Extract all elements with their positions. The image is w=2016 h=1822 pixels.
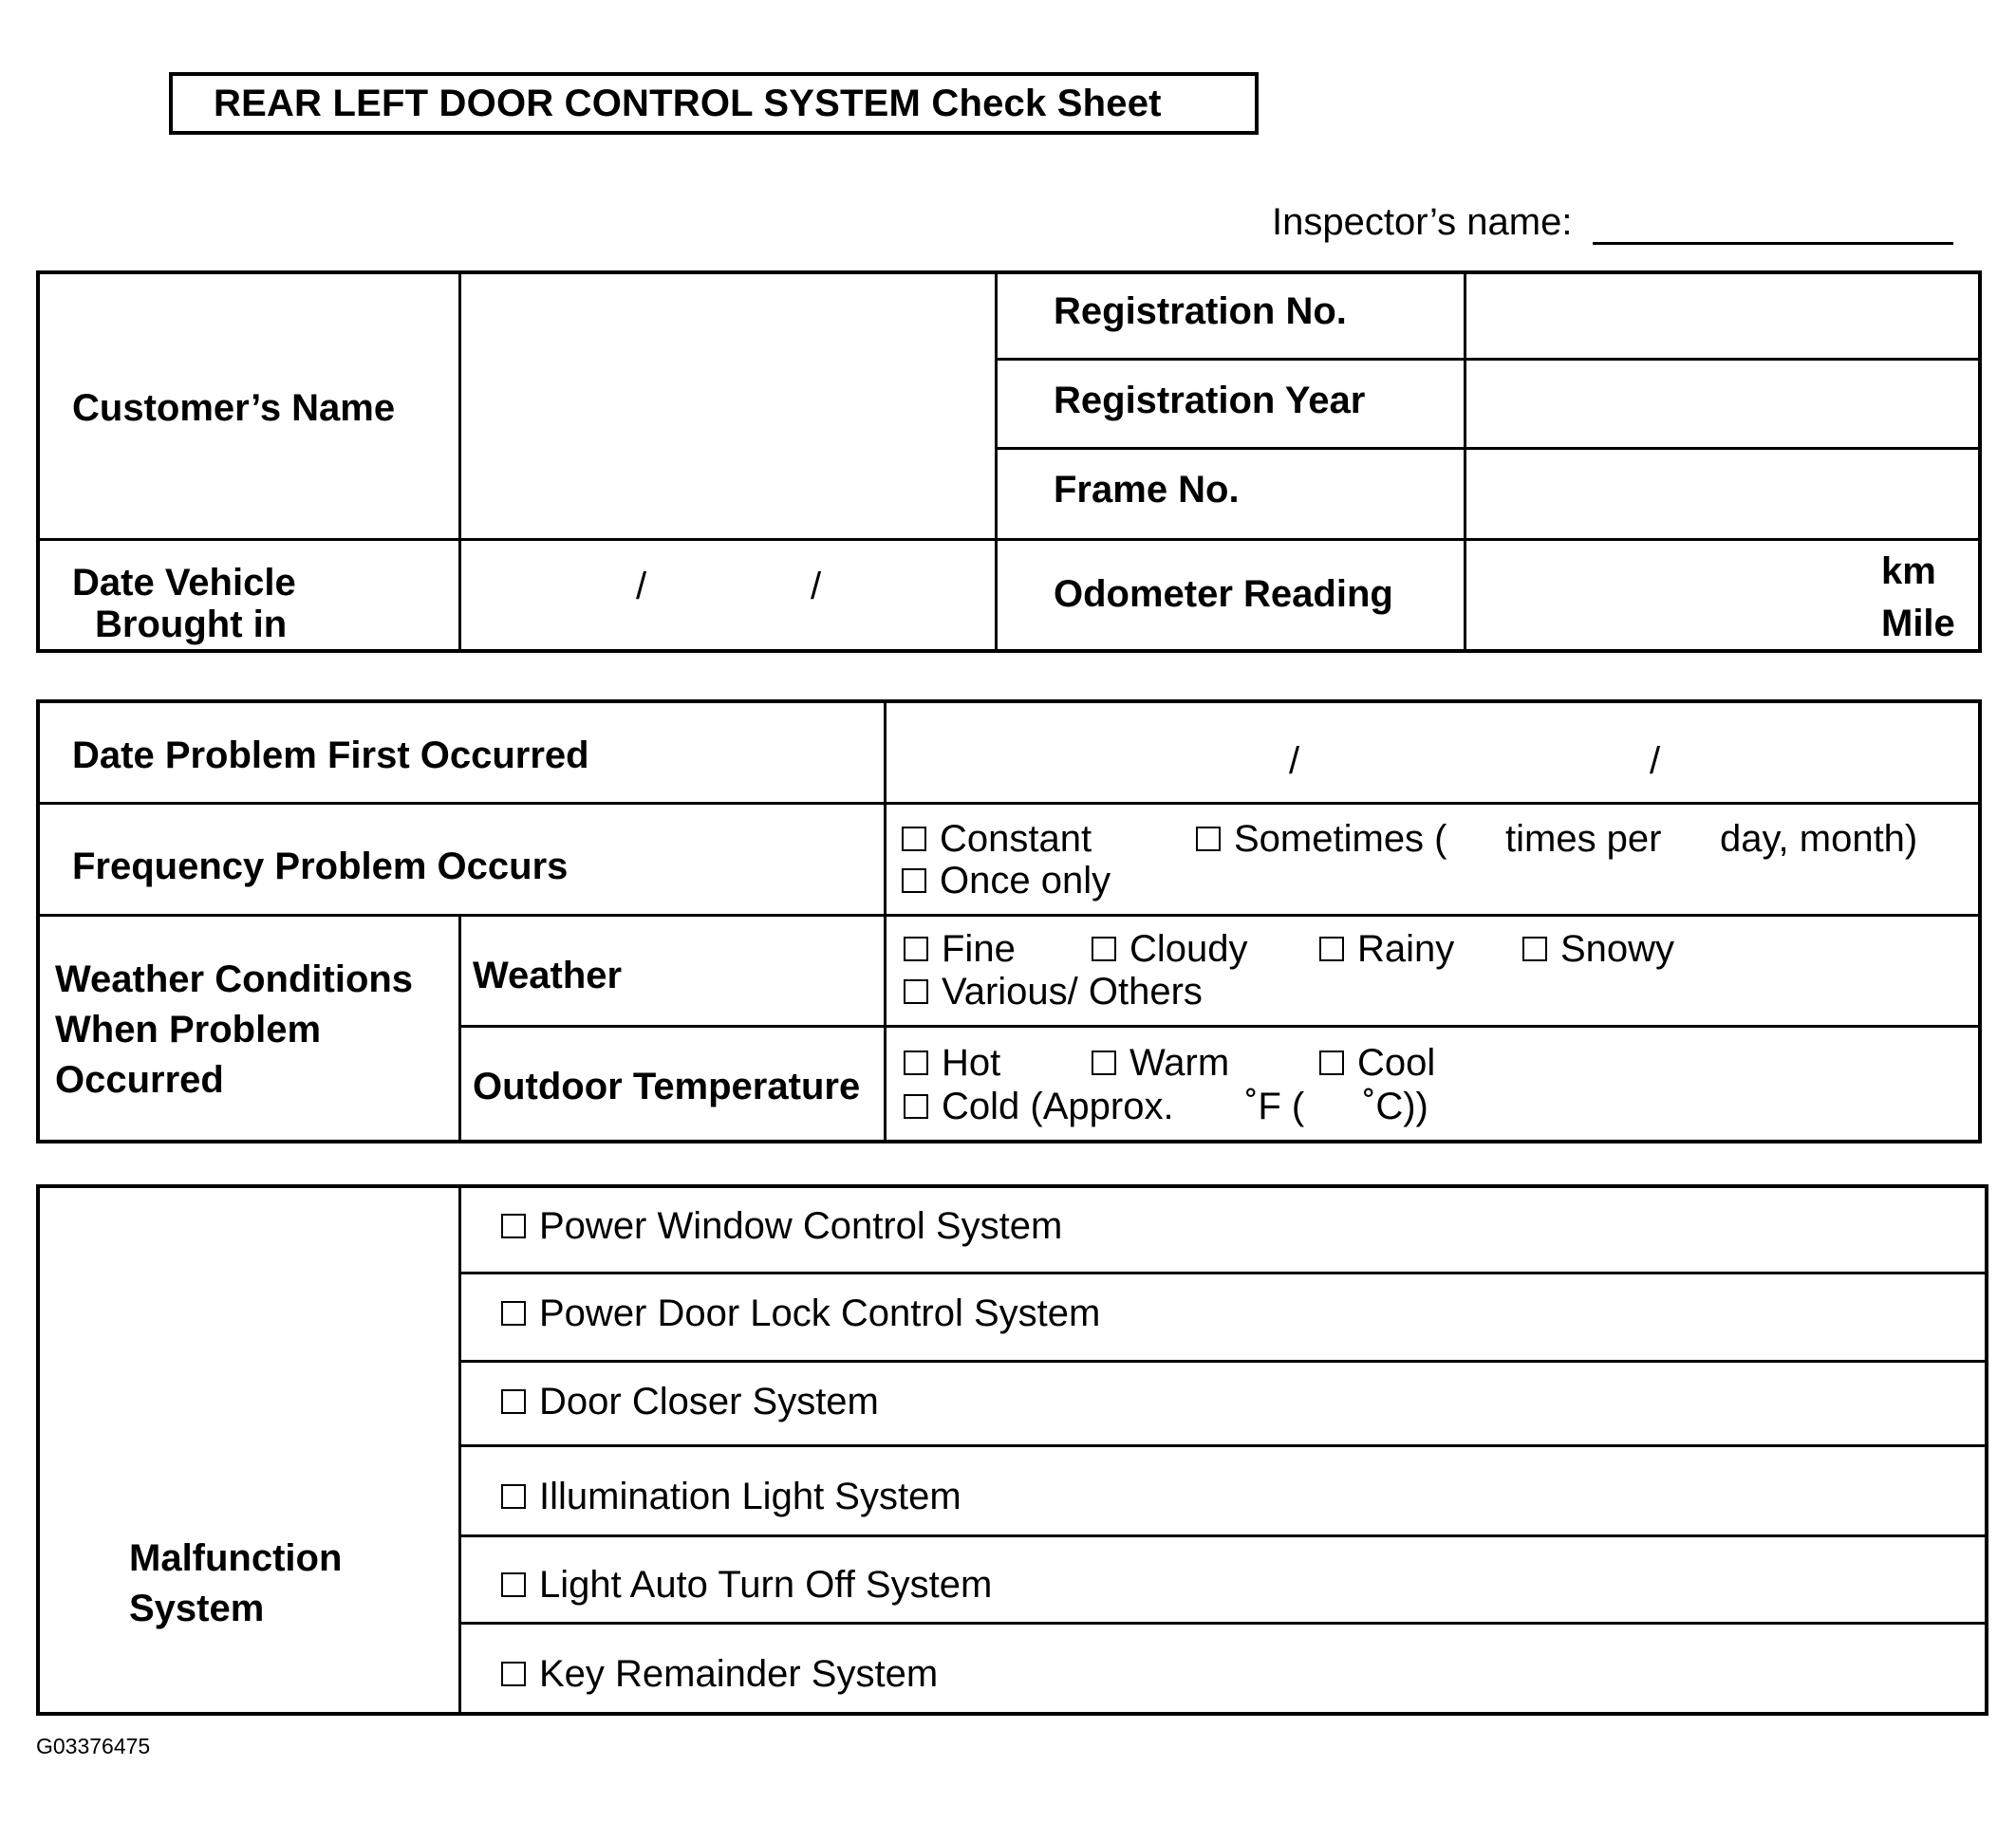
outdoor-temp-label: Outdoor Temperature [473,1066,861,1107]
freq-day-month: day, month) [1720,818,1918,860]
system-option[interactable]: Illumination Light System [501,1476,961,1518]
weather-label: Weather [473,955,623,996]
registration-year-field[interactable] [1467,362,1978,445]
temp-warm-option[interactable]: Warm [1092,1042,1229,1085]
weather-rainy-option[interactable]: Rainy [1319,928,1454,971]
frequency-label: Frequency Problem Occurs [72,846,569,887]
registration-no-label: Registration No. [1054,290,1347,332]
system-option[interactable]: Power Door Lock Control System [501,1292,1100,1335]
inspector-label: Inspector’s name: [1272,201,1573,243]
system-option[interactable]: Key Remainder System [501,1653,938,1696]
odometer-label: Odometer Reading [1054,573,1393,615]
figure-code: G03376475 [36,1734,151,1758]
title-box [169,72,1259,135]
checkbox[interactable] [501,1484,526,1509]
checkbox[interactable] [501,1662,526,1686]
weather-snowy-option[interactable]: Snowy [1522,928,1674,971]
system-option[interactable]: Light Auto Turn Off System [501,1564,992,1607]
freq-constant-option[interactable]: Constant [902,818,1092,861]
date-vehicle-label: Date Vehicle Brought in [72,562,296,645]
date-problem-label: Date Problem First Occurred [72,734,589,776]
sheet-title: REAR LEFT DOOR CONTROL SYSTEM Check Sheet [214,82,1162,124]
malfunction-table [36,1184,1988,1716]
checkbox[interactable] [1092,1050,1116,1075]
freq-once-option[interactable]: Once only [902,860,1111,902]
date-slash-2: / [811,566,822,607]
checkbox[interactable] [501,1389,526,1414]
checkbox[interactable] [1196,827,1221,851]
checkbox[interactable] [904,1050,928,1075]
checkbox[interactable] [1319,937,1344,961]
customers-name-field[interactable] [462,274,992,536]
problem-date-slash-2: / [1650,740,1661,782]
problem-date-slash-1: / [1289,740,1300,782]
frame-no-field[interactable] [1467,451,1978,536]
unit-mile: Mile [1881,603,1955,644]
malfunction-system-label: Malfunction System [129,1537,343,1629]
checkbox[interactable] [1092,937,1116,961]
customers-name-label: Customer’s Name [72,387,396,429]
checkbox[interactable] [904,979,928,1004]
unit-km: km [1881,550,1936,592]
system-option[interactable]: Power Window Control System [501,1205,1062,1248]
weather-fine-option[interactable]: Fine [904,928,1016,971]
freq-sometimes-option[interactable]: Sometimes ( [1196,818,1447,861]
temp-cool-option[interactable]: Cool [1319,1042,1435,1085]
checkbox[interactable] [501,1572,526,1597]
temp-fahrenheit: ˚F ( [1245,1086,1305,1127]
temp-hot-option[interactable]: Hot [904,1042,1000,1085]
checkbox[interactable] [902,868,926,893]
checkbox[interactable] [501,1214,526,1238]
weather-conditions-label: Weather Conditions When Problem Occurred [55,958,414,1101]
temp-cold-option[interactable]: Cold (Approx. [904,1086,1174,1128]
inspector-name-field[interactable] [1593,242,1953,245]
checkbox[interactable] [1319,1050,1344,1075]
registration-no-field[interactable] [1467,274,1978,356]
weather-cloudy-option[interactable]: Cloudy [1092,928,1248,971]
checkbox[interactable] [1522,937,1547,961]
system-option[interactable]: Door Closer System [501,1381,879,1423]
registration-year-label: Registration Year [1054,380,1366,421]
checkbox[interactable] [902,827,926,851]
freq-times-per: times per [1505,818,1662,860]
checkbox[interactable] [501,1301,526,1326]
temp-celsius: ˚C)) [1363,1086,1428,1127]
date-slash-1: / [636,566,647,607]
checkbox[interactable] [904,1094,928,1119]
checkbox[interactable] [904,937,928,961]
frame-no-label: Frame No. [1054,469,1240,511]
weather-various-option[interactable]: Various/ Others [904,971,1203,1013]
